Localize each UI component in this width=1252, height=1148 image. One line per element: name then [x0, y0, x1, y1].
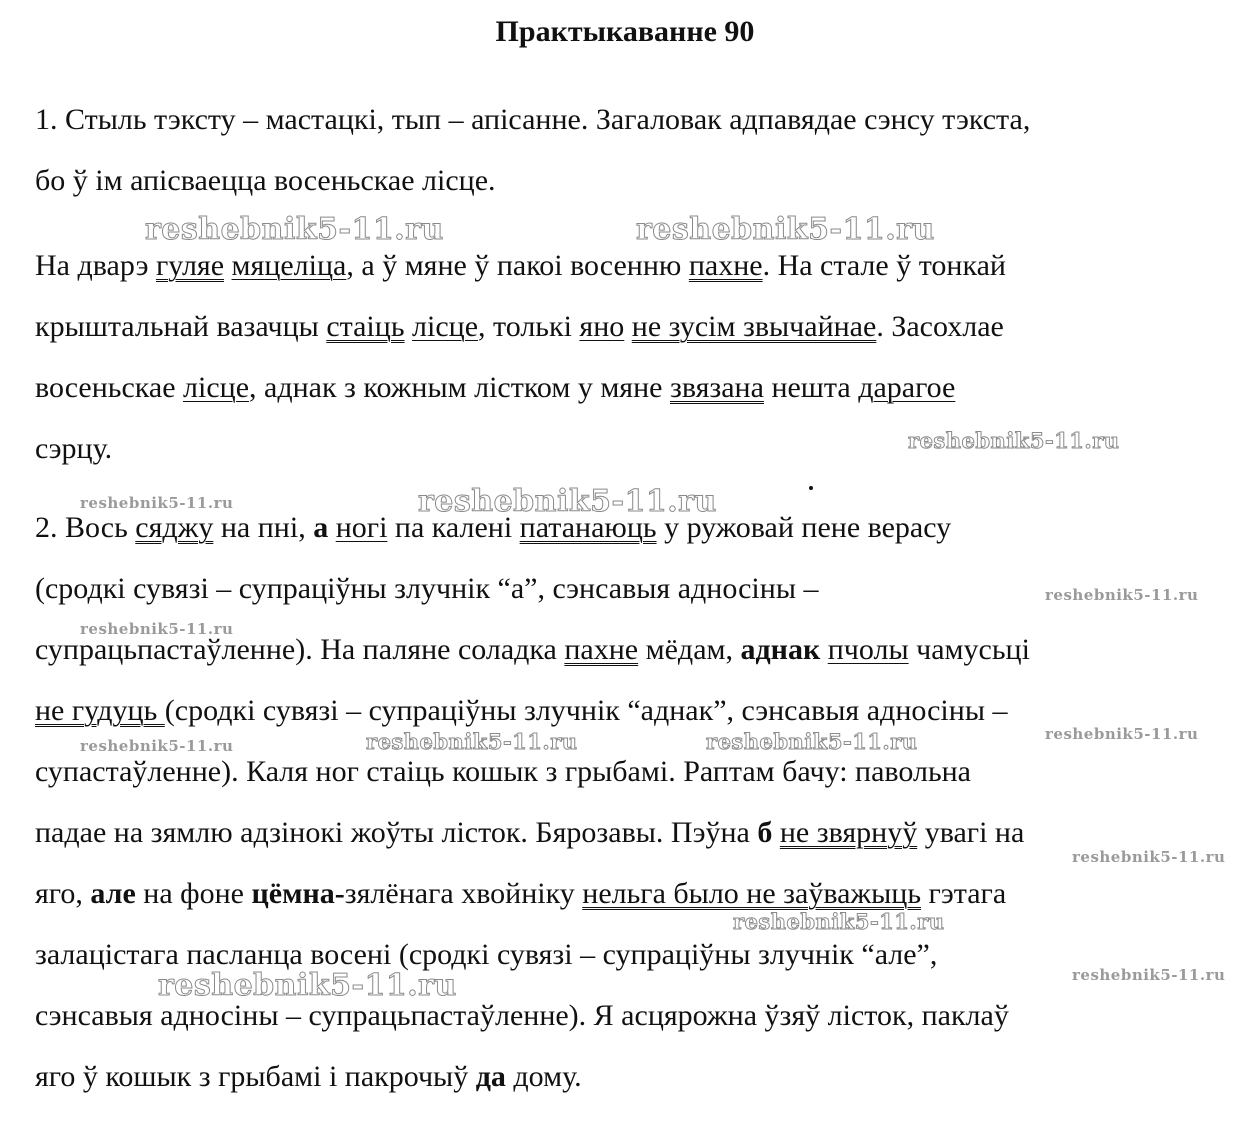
text-line	[35, 370, 1215, 431]
text-line: супастаўленне). Каля ног стаіць кошык з грыбамі. Раптам бачу: павольна	[35, 755, 971, 788]
subject-word: яно	[579, 310, 625, 343]
predicate-word: гуляе	[155, 249, 225, 282]
paragraph-answer-2	[35, 510, 1215, 1120]
watermark: reshebnik5-11.ru	[418, 484, 717, 519]
watermark: reshebnik5-11.ru	[80, 494, 234, 512]
text-line: залацістага пасланца восені (сродкі сувязі – супраціўны злучнік “але”,	[35, 938, 938, 971]
text-span	[772, 816, 780, 849]
watermark: reshebnik5-11.ru	[908, 428, 1120, 453]
text-line	[35, 815, 1215, 876]
text-span	[405, 310, 413, 343]
text-span: у ружовай пене верасу	[656, 511, 952, 544]
watermark: reshebnik5-11.ru	[80, 620, 234, 638]
predicate-word: стаіць	[326, 310, 405, 343]
text-line	[35, 510, 1215, 571]
text-line: сэнсавыя адносіны – супрацьпастаўленне). Я асцярожна ўзяў лісток, паклаў	[35, 999, 1009, 1032]
text-span: , толькі	[478, 310, 580, 343]
paragraph-answer-1	[35, 102, 1215, 224]
watermark: reshebnik5-11.ru	[1072, 848, 1226, 866]
text-span: . На стале ў тонкай	[762, 249, 1006, 282]
text-span: восеньскае	[35, 371, 184, 404]
text-line: 1. Стыль тэксту – мастацкі, тып – апісанне. Загаловак адпавядае сэнсу тэкста,	[35, 103, 1031, 136]
text-line	[35, 309, 1215, 370]
watermark: reshebnik5-11.ru	[158, 968, 457, 1003]
predicate-word: пахне	[564, 633, 639, 666]
text-span	[328, 511, 336, 544]
text-span: на фоне	[135, 877, 252, 910]
text-span: крыштальнай вазачцы	[35, 310, 327, 343]
text-span: , аднак з кожным лістком у мяне	[249, 371, 670, 404]
text-span	[820, 633, 828, 666]
text-span: 2. Вось	[35, 511, 136, 544]
text-line: бо ў ім апісваецца восеньскае лісце.	[35, 164, 496, 197]
predicate-word: не зусім звычайнае	[631, 310, 877, 343]
text-span: чамусьці	[908, 633, 1030, 666]
text-span: яго,	[35, 877, 91, 910]
text-span: па калені	[387, 511, 520, 544]
watermark: reshebnik5-11.ru	[145, 212, 444, 247]
text-span: дому.	[505, 1060, 582, 1093]
predicate-word: пахне	[688, 249, 763, 282]
text-span: супрацьпастаўленне). На паляне соладка	[35, 633, 565, 666]
predicate-word: сяджу	[135, 511, 214, 544]
text-span: (сродкі сувязі – супраціўны злучнік “аднак”, сэнсавыя адносіны –	[164, 694, 1008, 727]
text-span: на пні,	[213, 511, 314, 544]
subject-word: лісце	[412, 310, 479, 343]
text-line	[35, 248, 1215, 309]
watermark: reshebnik5-11.ru	[80, 737, 234, 755]
predicate-word: патанаюць	[519, 511, 657, 544]
word-bold: цёмна-	[251, 877, 345, 910]
conjunction-bold: аднак	[740, 633, 821, 666]
paragraph-source-text	[35, 248, 1215, 492]
text-span: яго ў кошык з грыбамі і пакрочыў	[35, 1060, 476, 1093]
text-span	[624, 310, 632, 343]
conjunction-bold: а	[313, 511, 329, 544]
watermark: reshebnik5-11.ru	[636, 212, 935, 247]
subject-word: пчолы	[827, 633, 909, 666]
text-line	[35, 876, 1215, 937]
text-span: мёдам,	[638, 633, 741, 666]
subject-word: дарагое	[858, 371, 956, 404]
text-line	[35, 1059, 1215, 1120]
text-line: (сродкі сувязі – супраціўны злучнік “а”, сэнсавыя адносіны –	[35, 572, 819, 605]
stray-dot	[809, 486, 813, 490]
watermark: reshebnik5-11.ru	[733, 909, 945, 934]
predicate-word: не гудуць	[35, 694, 165, 727]
subject-word: мяцеліца	[231, 249, 347, 282]
predicate-word: звязана	[669, 371, 764, 404]
conjunction-bold: але	[90, 877, 136, 910]
text-line	[35, 632, 1215, 693]
subject-word: ногі	[335, 511, 388, 544]
predicate-word: нельга было не заўважыць	[582, 877, 922, 910]
subject-word: лісце	[183, 371, 250, 404]
predicate-word: не звярнуў	[779, 816, 918, 849]
text-span: нешта	[763, 371, 859, 404]
watermark: reshebnik5-11.ru	[706, 729, 918, 754]
page-title: Практыкаванне 90	[495, 15, 755, 48]
text-span	[224, 249, 232, 282]
text-span: увагі на	[917, 816, 1025, 849]
text-line: сэрцу.	[35, 432, 113, 465]
text-span: . Засохлае	[876, 310, 1004, 343]
text-line	[35, 693, 1215, 754]
watermark: reshebnik5-11.ru	[1072, 966, 1226, 984]
text-span: зялёнага хвойніку	[344, 877, 583, 910]
watermark: reshebnik5-11.ru	[366, 729, 578, 754]
text-span: падае на зямлю адзінокі жоўты лісток. Бярозавы. Пэўна	[35, 816, 758, 849]
text-span: , а ў мяне ў пакоі восенню	[346, 249, 689, 282]
text-span: гэтага	[921, 877, 1007, 910]
preposition-bold: да	[475, 1060, 506, 1093]
text-span: На дварэ	[35, 249, 156, 282]
watermark: reshebnik5-11.ru	[1045, 725, 1199, 743]
watermark: reshebnik5-11.ru	[1045, 586, 1199, 604]
particle-bold: б	[757, 816, 773, 849]
